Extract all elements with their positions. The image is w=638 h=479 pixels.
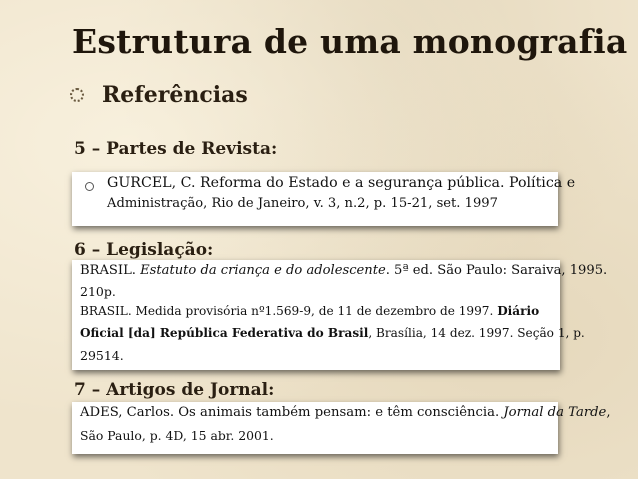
bullet-label: Referências [102, 82, 248, 108]
reference-line: Administração, Rio de Janeiro, v. 3, n.2, p. 15-21, set. 1997 [107, 196, 498, 211]
bullet-referencias [70, 82, 248, 108]
reference-box-jornal [72, 402, 611, 454]
reference-line: GURCEL, C. Reforma do Estado e a segurança pública. Política e [107, 175, 576, 191]
reference-title-bold: Diário [497, 304, 540, 318]
reference-line [80, 263, 607, 278]
section-heading-revista: 5 – Partes de Revista: [74, 139, 278, 159]
reference-text: BRASIL. Medida provisória nº1.569-9, de 11 de dezembro de 1997. [80, 304, 498, 318]
reference-box-revista [72, 172, 576, 226]
reference-text: . 5ª ed. São Paulo: Saraiva, 1995. [385, 263, 608, 278]
reference-text: ADES, Carlos. Os animais também pensam: e têm consciência. [80, 405, 504, 420]
bullet-ring-icon [70, 88, 84, 102]
reference-line: 29514. [80, 348, 124, 363]
reference-text: BRASIL. [80, 263, 141, 278]
reference-line [80, 304, 539, 318]
bullet-ring-icon [85, 182, 94, 191]
reference-title-bold: Oficial [da] República Federativa do Brasil [80, 326, 369, 340]
reference-title-italic: Estatuto da criança e do adolescente [140, 263, 386, 278]
reference-text: , [606, 405, 611, 420]
reference-line: 210p. [80, 284, 116, 299]
reference-text: , Brasília, 14 dez. 1997. Seção 1, p. [368, 326, 585, 340]
reference-title-italic: Jornal da Tarde [503, 405, 607, 420]
reference-line [80, 326, 585, 340]
reference-line [80, 405, 611, 420]
slide-title: Estrutura de uma monografia [72, 22, 628, 61]
section-heading-jornal: 7 – Artigos de Jornal: [74, 380, 275, 400]
reference-box-legislacao [72, 260, 608, 370]
section-heading-legislacao: 6 – Legislação: [74, 240, 214, 260]
reference-line: São Paulo, p. 4D, 15 abr. 2001. [80, 428, 274, 443]
